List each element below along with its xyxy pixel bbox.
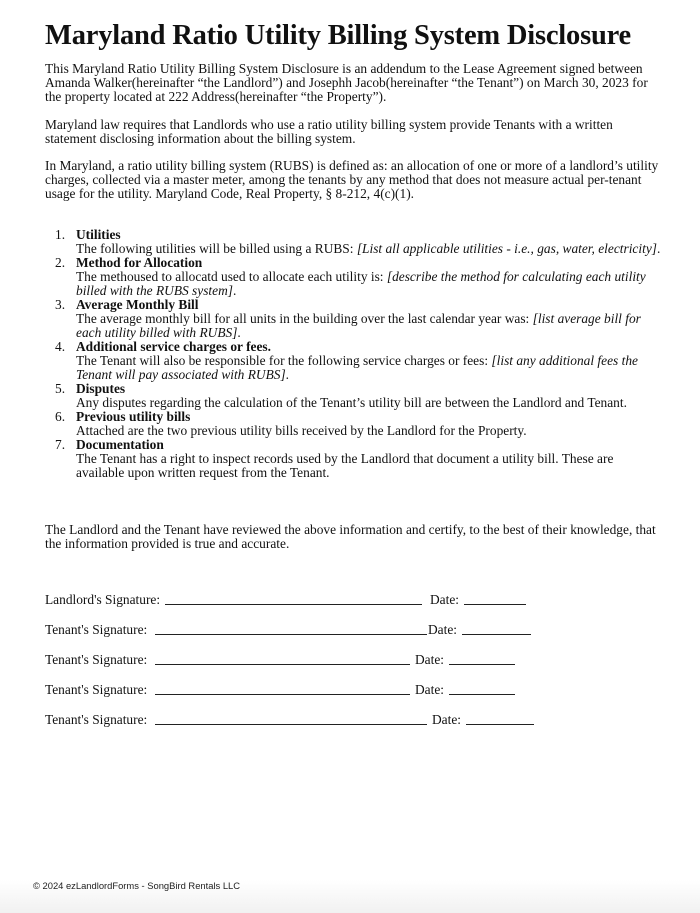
tenant-signature-field[interactable] xyxy=(155,724,427,725)
document-title: Maryland Ratio Utility Billing System Disclosure xyxy=(45,20,631,51)
section-heading: Utilities xyxy=(76,227,121,242)
copyright-footer: © 2024 ezLandlordForms - SongBird Rentals LLC xyxy=(33,880,241,891)
section-number: 1. xyxy=(55,227,66,242)
tenant-date-field[interactable] xyxy=(449,694,515,695)
certification-paragraph: The Landlord and the Tenant have reviewed the above information and certify, to the best of their knowledge, that the information provided is true and accurate. xyxy=(45,522,656,552)
date-label: Date: xyxy=(432,712,461,727)
section-heading: Additional service charges or fees. xyxy=(76,339,271,354)
disclosure-sections xyxy=(45,228,665,480)
tenant-signature-row xyxy=(45,652,535,668)
tenant-date-field[interactable] xyxy=(466,724,534,725)
date-label: Date: xyxy=(415,652,444,667)
tenant-signature-row xyxy=(45,622,535,638)
section-suffix: . xyxy=(285,367,290,382)
section-text: The average monthly bill for all units in the building over the last calendar year was: xyxy=(76,311,533,326)
signature-label: Landlord's Signature: xyxy=(45,592,161,607)
section-number: 2. xyxy=(55,255,66,270)
tenant-date-field[interactable] xyxy=(462,634,531,635)
landlord-date-field[interactable] xyxy=(464,604,526,605)
section-body: The Tenant has a right to inspect records used by the Landlord that document a utility bill. These are available upon written request from the Tenant. xyxy=(76,451,614,480)
section-text: The methoused to allocatd used to allocate each utility is: xyxy=(76,269,387,284)
fill-in-placeholder: [list any additional fees the Tenant will pay associated with RUBS] xyxy=(76,353,638,382)
landlord-signature-field[interactable] xyxy=(165,604,422,605)
tenant-signature-row xyxy=(45,712,545,728)
date-label: Date: xyxy=(430,592,459,607)
section-text: The Tenant will also be responsible for the following service charges or fees: xyxy=(76,353,492,368)
section-documentation xyxy=(45,438,665,480)
date-label: Date: xyxy=(428,622,457,637)
section-heading: Previous utility bills xyxy=(76,409,191,424)
law-paragraph: Maryland law requires that Landlords who use a ratio utility billing system provide Tenants with a written statement disclosing information about the billing system. xyxy=(45,117,613,147)
section-additional-fees xyxy=(45,340,665,382)
section-suffix: . xyxy=(656,241,661,256)
section-suffix: . xyxy=(232,283,237,298)
tenant-signature-field[interactable] xyxy=(155,694,410,695)
signature-label: Tenant's Signature: xyxy=(45,622,148,637)
tenant-signature-field[interactable] xyxy=(155,634,427,635)
signature-label: Tenant's Signature: xyxy=(45,652,148,667)
section-body xyxy=(76,270,665,298)
definition-paragraph: In Maryland, a ratio utility billing system (RUBS) is defined as: an allocation of one or more of a landlord’s utility charges, collected via a master meter, among the tenants by any method that does not measure actual per-tenant usage for the utility. Maryland Code, Real Property, § 8-212, 4(c)(1). xyxy=(45,158,659,202)
section-number: 4. xyxy=(55,339,66,354)
section-heading: Method for Allocation xyxy=(76,255,203,270)
fill-in-placeholder: [list average bill for each utility billed with RUBS] xyxy=(76,311,641,340)
section-body xyxy=(76,242,665,256)
section-heading: Average Monthly Bill xyxy=(76,297,199,312)
section-number: 7. xyxy=(55,437,66,452)
fill-in-placeholder: [List all applicable utilities - i.e., gas, water, electricity] xyxy=(356,241,657,256)
section-number: 3. xyxy=(55,297,66,312)
section-heading: Disputes xyxy=(76,381,126,396)
signature-label: Tenant's Signature: xyxy=(45,682,148,697)
section-utilities xyxy=(45,228,665,256)
section-previous-utility-bills xyxy=(45,410,665,438)
date-label: Date: xyxy=(415,682,444,697)
intro-paragraph: This Maryland Ratio Utility Billing System Disclosure is an addendum to the Lease Agreement signed between Amanda Walker(hereinafter “the Landlord”) and Josephh Jacob(hereinafter “the Tenant”) on March 30, 2023 for the property located at 222 Address(hereinafter “the Property”). xyxy=(45,61,648,105)
section-body xyxy=(76,354,665,382)
tenant-signature-row xyxy=(45,682,535,698)
section-body: Any disputes regarding the calculation of the Tenant’s utility bill are between the Landlord and Tenant. xyxy=(76,395,627,410)
fill-in-placeholder: [describe the method for calculating each utility billed with the RUBS system] xyxy=(76,269,646,298)
section-body: Attached are the two previous utility bills received by the Landlord for the Property. xyxy=(76,423,527,438)
section-method-for-allocation xyxy=(45,256,665,298)
signature-label: Tenant's Signature: xyxy=(45,712,148,727)
section-body xyxy=(76,312,665,340)
section-heading: Documentation xyxy=(76,437,164,452)
section-suffix: . xyxy=(237,325,241,340)
tenant-date-field[interactable] xyxy=(449,664,515,665)
section-average-monthly-bill xyxy=(45,298,665,340)
tenant-signature-field[interactable] xyxy=(155,664,410,665)
section-text: The following utilities will be billed using a RUBS: xyxy=(76,241,357,256)
section-number: 6. xyxy=(55,409,66,424)
section-number: 5. xyxy=(55,381,66,396)
landlord-signature-row xyxy=(45,592,535,608)
section-disputes xyxy=(45,382,665,410)
